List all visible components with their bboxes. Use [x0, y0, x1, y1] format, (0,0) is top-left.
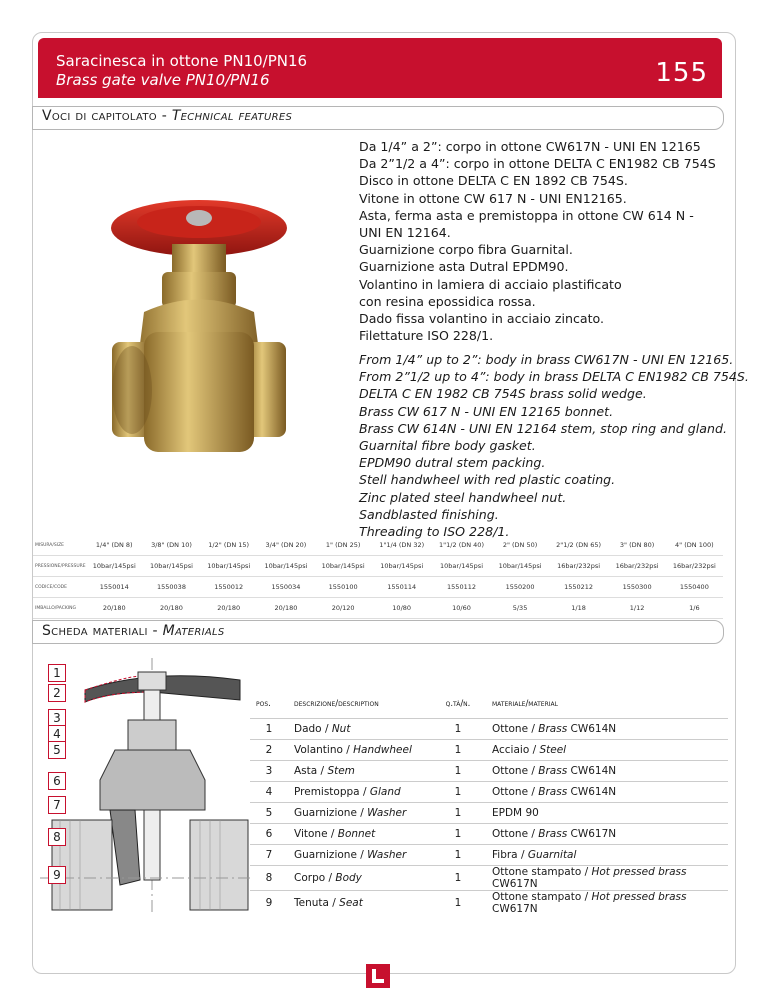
sizes-row-label: IMBALLO/PACKING — [33, 598, 86, 619]
sizes-row — [33, 598, 723, 619]
section-title-technical: Voci di capitolato - Technical features — [42, 108, 293, 124]
sizes-cell: 1/2" (DN 15) — [200, 535, 257, 556]
spec-line-en: EPDM90 dutral stem packing. — [359, 455, 546, 471]
mat-en: Brass — [538, 828, 568, 840]
mat-sep: / — [581, 866, 592, 878]
sizes-cell: 2"1/2 (DN 65) — [549, 535, 609, 556]
mat-code: CW617N — [492, 903, 538, 915]
sizes-cell: 20/120 — [315, 598, 372, 619]
row-quantity: 1 — [430, 761, 486, 782]
desc-it: Corpo — [294, 872, 326, 884]
spec-line-it: Disco in ottone DELTA C EN 1892 CB 754S. — [359, 173, 628, 189]
mat-en: Hot pressed brass — [591, 866, 687, 878]
spec-text-english — [359, 351, 749, 540]
row-description — [288, 824, 430, 845]
spec-line-it: Guarnizione corpo fibra Guarnital. — [359, 242, 573, 258]
row-quantity: 1 — [430, 824, 486, 845]
mat-code: CW617N — [492, 878, 538, 890]
sizes-cell: 3/8" (DN 10) — [143, 535, 200, 556]
desc-en: Handwheel — [353, 744, 412, 756]
sizes-cell: 1550034 — [257, 577, 314, 598]
sizes-cell: 10bar/145psi — [257, 556, 314, 577]
section-title-materials: Scheda materiali - Materials — [42, 623, 225, 639]
mat-code: CW614N — [567, 786, 617, 798]
mat-sep: / — [529, 744, 540, 756]
row-quantity: 1 — [430, 803, 486, 824]
sizes-cell: 10bar/145psi — [372, 556, 432, 577]
row-pos: 9 — [250, 891, 288, 916]
spec-line-it: Volantino in lamiera di acciaio plastificato — [359, 276, 622, 292]
page-number: 155 — [655, 58, 708, 88]
row-material — [486, 845, 728, 866]
mat-it: Ottone stampato — [492, 866, 582, 878]
row-description — [288, 719, 430, 740]
materials-row — [250, 803, 728, 824]
callout-number: 8 — [48, 828, 66, 846]
desc-it: Guarnizione — [294, 807, 357, 819]
sizes-table — [33, 535, 723, 619]
sizes-cell: 1"1/2 (DN 40) — [432, 535, 492, 556]
sizes-cell: 10/60 — [432, 598, 492, 619]
mat-it: Acciaio — [492, 744, 530, 756]
spec-line-en: Brass CW 614N - UNI EN 12164 stem, stop ring and gland. — [359, 420, 727, 436]
desc-it: Guarnizione — [294, 849, 357, 861]
spec-line-en: DELTA C EN 1982 CB 754S brass solid wedge. — [359, 386, 647, 402]
desc-it: Volantino — [294, 744, 343, 756]
row-quantity: 1 — [430, 891, 486, 916]
desc-en: Body — [335, 872, 362, 884]
mat-en: Brass — [538, 786, 568, 798]
row-pos: 8 — [250, 866, 288, 891]
sizes-cell: 20/180 — [200, 598, 257, 619]
spec-line-en: Threading to ISO 228/1. — [359, 524, 510, 540]
sizes-cell: 20/180 — [86, 598, 143, 619]
desc-en: Bonnet — [337, 828, 376, 840]
sizes-row-label: PRESSIONE/PRESSURE — [33, 556, 86, 577]
spec-line-it: Filettature ISO 228/1. — [359, 328, 494, 344]
desc-sep: / — [328, 897, 340, 909]
sizes-cell: 10bar/145psi — [432, 556, 492, 577]
mat-code: CW614N — [567, 765, 617, 777]
row-quantity: 1 — [430, 740, 486, 761]
row-pos: 5 — [250, 803, 288, 824]
spec-text-italian — [359, 138, 719, 344]
row-pos: 1 — [250, 719, 288, 740]
materials-header-row — [250, 690, 728, 719]
row-material — [486, 866, 728, 891]
callout-number: 6 — [48, 772, 66, 790]
sizes-cell: 1/4" (DN 8) — [86, 535, 143, 556]
row-pos: 4 — [250, 782, 288, 803]
valve-photo — [104, 192, 294, 512]
spec-line-it: con resina epossidica rossa. — [359, 293, 536, 309]
row-description — [288, 891, 430, 916]
mat-sep: / — [528, 765, 539, 777]
materials-row — [250, 824, 728, 845]
desc-sep: / — [356, 849, 368, 861]
sizes-cell: 3/4" (DN 20) — [257, 535, 314, 556]
desc-it: Vitone — [294, 828, 328, 840]
mat-sep: / — [528, 828, 539, 840]
sizes-cell: 1550114 — [372, 577, 432, 598]
callout-number: 3 — [48, 709, 66, 727]
mat-it: Ottone — [492, 828, 529, 840]
mat-en: Steel — [539, 744, 567, 756]
sizes-cell: 4" (DN 100) — [666, 535, 723, 556]
row-material — [486, 740, 728, 761]
mat-code: CW614N — [567, 723, 617, 735]
sizes-cell: 1/18 — [549, 598, 609, 619]
row-quantity: 1 — [430, 719, 486, 740]
mat-sep: / — [528, 723, 539, 735]
mat-sep: / — [581, 891, 592, 903]
mat-it: Ottone — [492, 723, 529, 735]
desc-en: Nut — [331, 723, 351, 735]
sizes-row-label: CODICE/CODE — [33, 577, 86, 598]
callout-number: 1 — [48, 664, 66, 682]
sizes-cell: 2" (DN 50) — [491, 535, 548, 556]
row-description — [288, 803, 430, 824]
desc-en: Seat — [339, 897, 363, 909]
callout-number: 4 — [48, 725, 66, 743]
sizes-cell: 1550100 — [315, 577, 372, 598]
desc-en: Washer — [367, 807, 407, 819]
desc-sep: / — [342, 744, 354, 756]
sizes-row-label: MISURA/SIZE — [33, 535, 86, 556]
spec-line-en: Sandblasted finishing. — [359, 506, 499, 522]
sizes-cell: 16bar/232psi — [549, 556, 609, 577]
desc-it: Asta — [294, 765, 318, 777]
title-english: Brass gate valve PN10/PN16 — [56, 71, 270, 89]
sizes-cell: 1550200 — [491, 577, 548, 598]
row-material — [486, 761, 728, 782]
row-quantity: 1 — [430, 845, 486, 866]
spec-line-it: Dado fissa volantino in acciaio zincato. — [359, 311, 605, 327]
title-italian: Saracinesca in ottone PN10/PN16 — [56, 52, 308, 70]
sizes-cell: 1550012 — [200, 577, 257, 598]
callout-number: 9 — [48, 866, 66, 884]
sizes-row — [33, 577, 723, 598]
spec-line-en: Zinc plated steel handwheel nut. — [359, 489, 567, 505]
mat-sep: / — [528, 786, 539, 798]
materials-row — [250, 891, 728, 916]
callout-number: 2 — [48, 684, 66, 702]
desc-sep: / — [321, 723, 332, 735]
mat-code: CW617N — [567, 828, 617, 840]
mat-en: Hot pressed brass — [591, 891, 687, 903]
row-description — [288, 740, 430, 761]
row-pos: 7 — [250, 845, 288, 866]
sizes-cell: 10bar/145psi — [200, 556, 257, 577]
header-material: materiale/material — [492, 699, 558, 709]
sizes-cell: 1550212 — [549, 577, 609, 598]
callout-number: 5 — [48, 741, 66, 759]
desc-en: Stem — [327, 765, 355, 777]
spec-line-it: Asta, ferma asta e premistoppa in ottone CW 614 N - — [359, 207, 694, 223]
row-quantity: 1 — [430, 866, 486, 891]
row-description — [288, 782, 430, 803]
desc-en: Washer — [367, 849, 407, 861]
row-pos: 2 — [250, 740, 288, 761]
spec-line-en: Stell handwheel with red plastic coating. — [359, 472, 616, 488]
sizes-cell: 10bar/145psi — [143, 556, 200, 577]
mat-en: Guarnital — [527, 849, 577, 861]
desc-sep: / — [359, 786, 370, 798]
sizes-cell: 1/12 — [609, 598, 666, 619]
desc-sep: / — [317, 765, 328, 777]
materials-row — [250, 740, 728, 761]
mat-it: EPDM 90 — [492, 807, 539, 819]
sizes-cell: 5/35 — [491, 598, 548, 619]
desc-it: Premistoppa — [294, 786, 360, 798]
row-material — [486, 824, 728, 845]
materials-row — [250, 845, 728, 866]
row-material — [486, 782, 728, 803]
spec-line-it: UNI EN 12164. — [359, 225, 451, 241]
spec-line-en: Guarnital fibre body gasket. — [359, 438, 536, 454]
sizes-cell: 10bar/145psi — [315, 556, 372, 577]
mat-it: Ottone — [492, 786, 529, 798]
row-material — [486, 803, 728, 824]
spec-line-it: Guarnizione asta Dutral EPDM90. — [359, 259, 569, 275]
sizes-cell: 1550400 — [666, 577, 723, 598]
sizes-cell: 20/180 — [257, 598, 314, 619]
desc-sep: / — [327, 828, 338, 840]
row-pos: 6 — [250, 824, 288, 845]
spec-line-it: Vitone in ottone CW 617 N - UNI EN12165. — [359, 190, 627, 206]
sizes-cell: 10bar/145psi — [86, 556, 143, 577]
sizes-cell: 20/180 — [143, 598, 200, 619]
materials-table — [250, 690, 728, 915]
row-description — [288, 866, 430, 891]
spec-line-it: Da 2”1/2 a 4”: corpo in ottone DELTA C EN1982 CB 754S — [359, 156, 716, 172]
materials-row — [250, 782, 728, 803]
header-description: descrizione/description — [294, 699, 379, 709]
mat-it: Ottone stampato — [492, 891, 582, 903]
sizes-cell: 1550300 — [609, 577, 666, 598]
sizes-cell: 10bar/145psi — [491, 556, 548, 577]
sizes-row — [33, 535, 723, 556]
brand-logo — [366, 964, 390, 988]
spec-line-en: From 2”1/2 up to 4”: body in brass DELTA C EN1982 CB 754S. — [359, 369, 749, 385]
header-quantity: q.tà/n. — [445, 699, 471, 709]
sizes-cell: 1550038 — [143, 577, 200, 598]
sizes-cell: 10/80 — [372, 598, 432, 619]
desc-sep: / — [325, 872, 336, 884]
mat-en: Brass — [538, 723, 568, 735]
mat-it: Ottone — [492, 765, 529, 777]
desc-sep: / — [356, 807, 368, 819]
sizes-cell: 1550014 — [86, 577, 143, 598]
spec-line-en: From 1/4” up to 2”: body in brass CW617N - UNI EN 12165. — [359, 352, 734, 367]
mat-sep: / — [517, 849, 528, 861]
sizes-cell: 16bar/232psi — [609, 556, 666, 577]
row-material — [486, 719, 728, 740]
sizes-cell: 1/6 — [666, 598, 723, 619]
spec-line-en: Brass CW 617 N - UNI EN 12165 bonnet. — [359, 403, 614, 419]
cross-section-diagram — [40, 650, 250, 912]
mat-it: Fibra — [492, 849, 518, 861]
mat-en: Brass — [538, 765, 568, 777]
sizes-cell: 16bar/232psi — [666, 556, 723, 577]
row-material — [486, 891, 728, 916]
desc-en: Gland — [369, 786, 401, 798]
desc-it: Dado — [294, 723, 322, 735]
callout-number: 7 — [48, 796, 66, 814]
sizes-row — [33, 556, 723, 577]
materials-row — [250, 761, 728, 782]
materials-row — [250, 719, 728, 740]
sizes-cell: 1"1/4 (DN 32) — [372, 535, 432, 556]
desc-it: Tenuta — [294, 897, 329, 909]
row-quantity: 1 — [430, 782, 486, 803]
sizes-cell: 1" (DN 25) — [315, 535, 372, 556]
row-pos: 3 — [250, 761, 288, 782]
spec-line-it: Da 1/4” a 2”: corpo in ottone CW617N - UNI EN 12165 — [359, 139, 701, 154]
sizes-cell: 3" (DN 80) — [609, 535, 666, 556]
header-pos: pos. — [256, 699, 271, 709]
row-description — [288, 761, 430, 782]
sizes-cell: 1550112 — [432, 577, 492, 598]
row-description — [288, 845, 430, 866]
materials-row — [250, 866, 728, 891]
